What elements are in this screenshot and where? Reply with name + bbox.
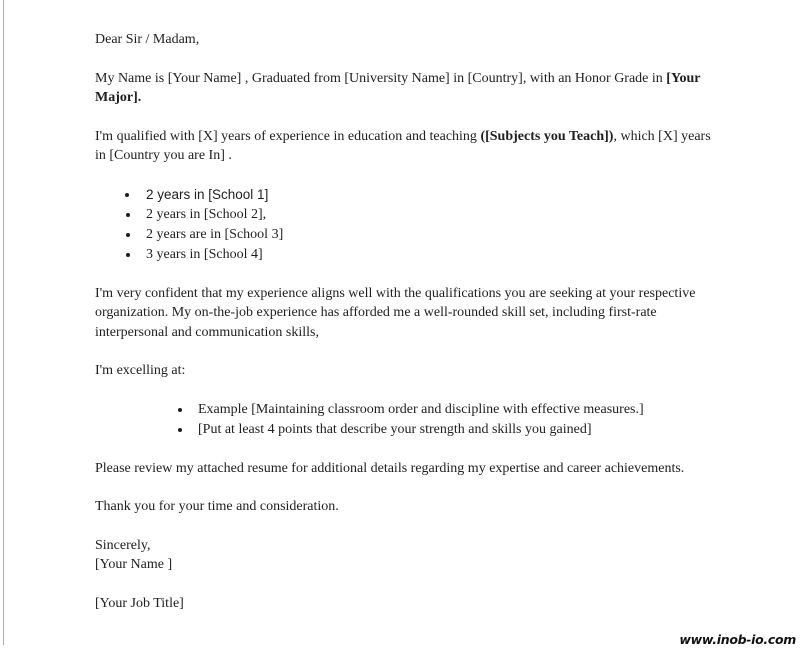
intro-bold-major: [Your Major]. [95,70,701,105]
list-item: • 2 years in [School 1] [140,185,725,205]
confidence-paragraph: I'm very confident that my experience aligns well with the qualifications you are seeking at your respective organization. My on-the-job experience has afforded me a well-rounded skill set, including first-rate interpersonal and communication skills, [95,285,696,340]
page-left-border [3,0,4,645]
resume-paragraph: Please review my attached resume for additional details regarding my expertise and career achievements. [95,460,685,476]
closing: Sincerely, [95,537,151,553]
excelling-heading: I'm excelling at: [95,363,186,378]
list-item: • Example [Maintaining classroom order and discipline with effective measures.] [192,400,725,420]
watermark: www.inob-io.com [679,632,796,647]
list-item: • 2 years in [School 2], [140,205,725,225]
qualification-bold-subjects: ([Subjects you Teach]) [480,128,614,144]
qualification-text-after: , which [X] years in [Country you are In] . [95,128,711,163]
intro-text: My Name is [Your Name] , Graduated from [University Name] in [Country], with an Honor Grade in [95,70,667,86]
experience-list [95,185,725,265]
qualification-paragraph [95,127,725,166]
signature-name: [Your Name ] [95,557,173,572]
letter-body [95,30,725,632]
signature-block [95,536,725,575]
salutation: Dear Sir / Madam, [95,32,200,47]
skills-list [95,400,725,440]
list-item: • 2 years are in [School 3] [140,225,725,245]
list-item: • [Put at least 4 points that describe your strength and skills you gained] [192,420,725,440]
intro-paragraph [95,69,725,108]
list-item: • 3 years in [School 4] [140,245,725,265]
qualification-text-before: I'm qualified with [X] years of experience in education and teaching [95,128,481,144]
thanks-paragraph: Thank you for your time and consideration. [95,499,339,514]
signature-title: [Your Job Title] [95,595,184,611]
